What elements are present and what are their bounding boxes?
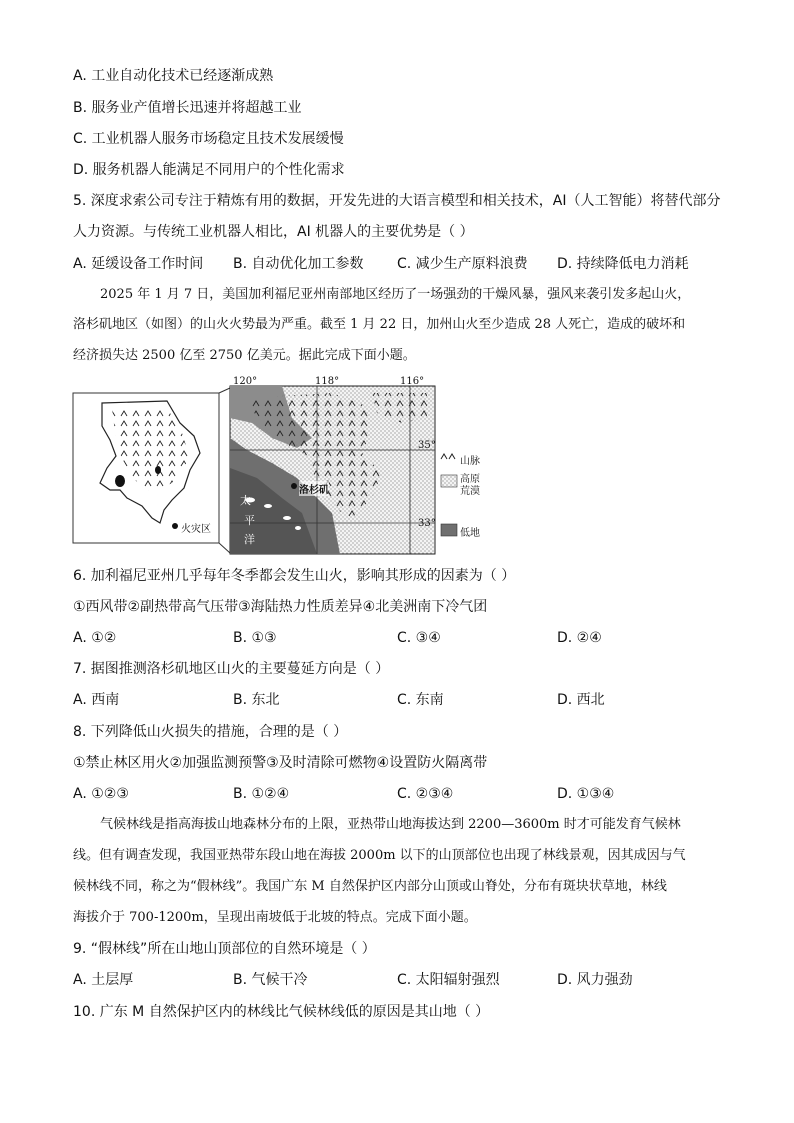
q9-option-d: D. 风力强劲 <box>557 972 633 988</box>
legend-lowland-symbol <box>441 524 457 536</box>
passage2-line2: 线。但有调查发现，我国亚热带东段山地在海拔 2000m 以下的山顶部位也出现了林线景观，因其成因与气 <box>73 848 686 863</box>
passage2-line4: 海拔介于 700-1200m，呈现出南坡低于北坡的特点。完成下面小题。 <box>73 910 477 925</box>
city-label: 洛杉矶 <box>299 481 329 496</box>
passage1-line2: 洛杉矶地区（如图）的山火火势最为严重。截至 1 月 22 日，加州山火至少造成 28 人死亡，造成的破坏和 <box>73 317 686 332</box>
q8-option-a: A. ①②③ <box>73 786 129 802</box>
lon-label-116: 116° <box>400 376 425 387</box>
q5-stem-line1: 5. 深度求索公司专注于精炼有用的数据，开发先进的大语言模型和相关技术，AI（人工智能）将替代部分 <box>73 193 721 209</box>
los-angeles-dot <box>291 483 297 489</box>
q4-option-a: A. 工业自动化技术已经逐渐成熟 <box>73 68 274 84</box>
q9-option-a: A. 土层厚 <box>73 972 134 988</box>
legend-plateau-label: 高原 <box>460 474 480 485</box>
inset-fire-legend-symbol <box>172 523 178 529</box>
q8-option-d: D. ①③④ <box>557 786 615 802</box>
q5-option-d: D. 持续降低电力消耗 <box>557 256 689 272</box>
q5-option-c: C. 减少生产原料浪费 <box>397 256 528 272</box>
q6-option-a: A. ①② <box>73 630 117 646</box>
lat-label-35: 35° <box>418 440 436 451</box>
map-svg <box>72 378 492 556</box>
legend-desert-label: 荒漠 <box>460 486 480 497</box>
passage1-line3: 经济损失达 2500 亿至 2750 亿美元。据此完成下面小题。 <box>73 348 416 363</box>
q8-items: ①禁止林区用火②加强监测预警③及时清除可燃物④设置防火隔离带 <box>73 755 488 771</box>
q7-stem: 7. 据图推测洛杉矶地区山火的主要蔓延方向是（ ） <box>73 661 390 677</box>
q8-option-b: B. ①②④ <box>233 786 290 802</box>
q6-stem: 6. 加利福尼亚州几乎每年冬季都会发生山火，影响其形成的因素为（ ） <box>73 568 516 584</box>
island-3 <box>283 516 291 520</box>
lon-label-118: 118° <box>315 376 340 387</box>
q8-stem: 8. 下列降低山火损失的措施，合理的是（ ） <box>73 724 348 740</box>
passage2-line3: 候林线不同，称之为“假林线”。我国广东 M 自然保护区内部分山顶或山脊处，分布有斑块状草地，林线 <box>73 879 667 894</box>
q9-option-b: B. 气候干冷 <box>233 972 308 988</box>
q6-option-d: D. ②④ <box>557 630 602 646</box>
q8-option-c: C. ②③④ <box>397 786 454 802</box>
island-2 <box>264 504 272 508</box>
q4-option-c: C. 工业机器人服务市场稳定且技术发展缓慢 <box>73 131 344 147</box>
ocean-label-1: 太 <box>240 494 251 507</box>
legend-lowland-label: 低地 <box>460 528 480 539</box>
q6-option-b: B. ①③ <box>233 630 277 646</box>
q5-option-b: B. 自动优化加工参数 <box>233 256 364 272</box>
inset-fire-area-1 <box>115 475 125 487</box>
q4-option-d: D. 服务机器人能满足不同用户的个性化需求 <box>73 162 345 178</box>
island-4 <box>295 526 301 530</box>
la-map-figure <box>72 378 492 556</box>
inset-fire-label: 火灾区 <box>181 524 211 535</box>
q7-option-a: A. 西南 <box>73 692 120 708</box>
q4-option-b: B. 服务业产值增长迅速并将超越工业 <box>73 100 302 116</box>
q10-stem: 10. 广东 M 自然保护区内的林线比气候林线低的原因是其山地（ ） <box>73 1004 490 1020</box>
inset-fire-area-2 <box>155 466 161 474</box>
passage2-line1: 气候林线是指高海拔山地森林分布的上限，亚热带山地海拔达到 2200—3600m 时才可能发育气候林 <box>100 817 681 832</box>
q9-option-c: C. 太阳辐射强烈 <box>397 972 500 988</box>
q9-stem: 9. “假林线”所在山地山顶部位的自然环境是（ ） <box>73 941 376 957</box>
ocean-label-3: 洋 <box>244 533 255 546</box>
q7-option-d: D. 西北 <box>557 692 605 708</box>
q5-option-a: A. 延缓设备工作时间 <box>73 256 204 272</box>
legend-mountain-symbol <box>441 454 455 459</box>
ocean-label-2: 平 <box>244 514 255 527</box>
passage1-line1: 2025 年 1 月 7 日，美国加利福尼亚州南部地区经历了一场强劲的干燥风暴，强风来袭引发多起山火， <box>100 287 691 302</box>
q7-option-b: B. 东北 <box>233 692 280 708</box>
q6-option-c: C. ③④ <box>397 630 441 646</box>
lon-label-120: 120° <box>233 376 258 387</box>
q5-stem-line2: 人力资源。与传统工业机器人相比，AI 机器人的主要优势是（ ） <box>73 224 474 240</box>
q7-option-c: C. 东南 <box>397 692 444 708</box>
lat-label-33: 33° <box>418 518 436 529</box>
legend-plateau-symbol <box>441 475 457 487</box>
q6-items: ①西风带②副热带高气压带③海陆热力性质差异④北美洲南下冷气团 <box>73 599 488 615</box>
legend-mountain-label: 山脉 <box>460 456 480 467</box>
